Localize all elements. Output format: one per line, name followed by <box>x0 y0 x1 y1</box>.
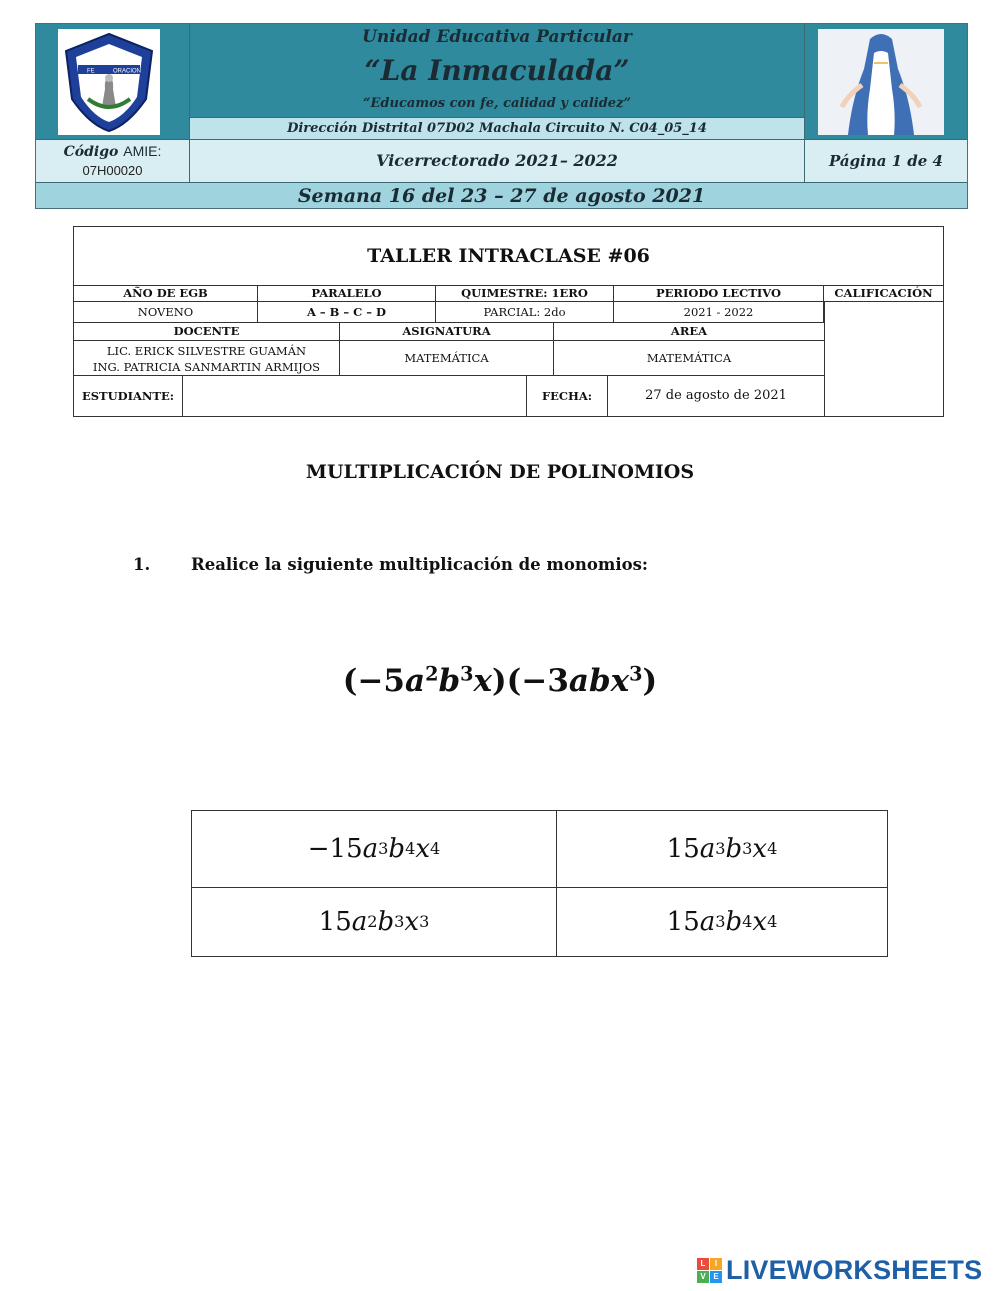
factor1-var-x: x <box>473 663 493 699</box>
photo-cell <box>804 24 967 139</box>
question-number: 1. <box>133 555 151 574</box>
title-cell <box>190 24 804 117</box>
option-2-var-a: a <box>699 834 716 864</box>
crest-text-right: ORACION <box>113 68 142 75</box>
crest-text-left: FE <box>87 68 95 75</box>
liveworksheets-logo-icon <box>697 1258 722 1283</box>
header-grade: CALIFICACIÓN <box>824 286 943 302</box>
vicerrectorado: Vicerrectorado 2021– 2022 <box>190 139 804 182</box>
option-1-var-x: x <box>415 834 430 864</box>
option-2-coef: 15 <box>666 834 700 864</box>
logo-letter-l: L <box>697 1258 709 1270</box>
option-3-var-b: b <box>377 907 395 937</box>
option-2-var-b: b <box>725 834 743 864</box>
liveworksheets-text: LIVEWORKSHEETS <box>726 1254 983 1285</box>
answer-option-1[interactable]: −15 a 3 b 4 x 4 <box>192 811 557 888</box>
option-1-var-a: a <box>362 834 379 864</box>
option-4-var-b: b <box>725 907 743 937</box>
header-period: PERIODO LECTIVO <box>614 286 824 302</box>
factor1-var-a: a <box>405 663 426 699</box>
answer-option-3[interactable]: 15 a 2 b 3 x 3 <box>192 888 557 956</box>
value-area: MATEMÁTICA <box>554 341 824 376</box>
amie-code: 07H00020 <box>82 163 143 178</box>
worksheet-title: TALLER INTRACLASE #06 <box>74 227 943 286</box>
amie-label <box>36 143 189 160</box>
amie-label-script: Código <box>63 144 119 160</box>
label-date: FECHA: <box>527 376 608 416</box>
logo-letter-i: I <box>710 1258 722 1270</box>
answer-option-4[interactable]: 15 a 3 b 4 x 4 <box>666 907 778 937</box>
student-input[interactable] <box>183 376 527 416</box>
answer-options <box>191 810 888 957</box>
option-4-coef: 15 <box>666 907 700 937</box>
grade-input[interactable] <box>824 302 943 416</box>
header-area: AREA <box>554 323 824 341</box>
info-table <box>73 226 944 417</box>
math-expression: $(-5a^2b^3x)(-3abx^3)$ <box>342 662 658 699</box>
teacher-2: ING. PATRICIA SANMARTIN ARMIJOS <box>92 360 321 374</box>
virgin-mary-icon <box>818 29 944 135</box>
option-1-var-b: b <box>388 834 406 864</box>
factor1-var-b: b <box>438 663 461 699</box>
factor2-coef: −3 <box>521 663 569 699</box>
logo-letter-v: V <box>697 1271 709 1283</box>
factor1-exp-b: 3 <box>460 662 474 686</box>
answer-option-2[interactable]: 15 a 3 b 3 x 4 <box>557 811 887 888</box>
school-short-name: “La Inmaculada” <box>364 54 630 87</box>
option-2-var-x: x <box>752 834 768 864</box>
header-term: QUIMESTRE: 1ERO <box>436 286 614 302</box>
option-3-var-a: a <box>351 907 368 937</box>
label-student: ESTUDIANTE: <box>74 376 183 416</box>
question-text: Realice la siguiente multiplicación de monomios: <box>191 555 648 574</box>
value-partial: PARCIAL: 2do <box>436 302 614 323</box>
week-banner: Semana 16 del 23 – 27 de agosto 2021 <box>36 182 967 208</box>
logo-cell <box>36 24 190 139</box>
district-line: Dirección Distrital 07D02 Machala Circuito N. C04_05_14 <box>190 117 804 139</box>
factor2-exp: 3 <box>629 662 643 686</box>
header-subject: ASIGNATURA <box>340 323 554 341</box>
amie-cell <box>36 139 190 182</box>
value-subject: MATEMÁTICA <box>340 341 554 376</box>
liveworksheets-brand[interactable] <box>697 1255 982 1285</box>
header-year: AÑO DE EGB <box>74 286 258 302</box>
value-date: 27 de agosto de 2021 <box>645 388 787 403</box>
virgin-image <box>818 29 944 135</box>
amie-label-plain: AMIE: <box>123 143 162 159</box>
option-4-var-x: x <box>752 907 768 937</box>
header-parallel: PARALELO <box>258 286 436 302</box>
value-year: NOVENO <box>74 302 258 323</box>
factor1-coef: −5 <box>357 663 405 699</box>
value-teachers <box>74 341 340 376</box>
value-period: 2021 - 2022 <box>614 302 824 323</box>
school-crest-icon <box>58 29 160 135</box>
section-title: MULTIPLICACIÓN DE POLINOMIOS <box>305 461 695 483</box>
page-indicator: Página 1 de 4 <box>804 139 967 182</box>
school-logo <box>58 29 160 135</box>
option-4-var-a: a <box>699 907 716 937</box>
value-parallel: A – B – C – D <box>258 302 436 323</box>
school-name: Unidad Educativa Particular <box>362 27 632 47</box>
header-teacher: DOCENTE <box>74 323 340 341</box>
school-header <box>35 23 968 209</box>
option-3-coef: 15 <box>318 907 352 937</box>
factor1-exp-a: 2 <box>425 662 439 686</box>
factor2-vars: abx <box>568 663 630 699</box>
logo-letter-e: E <box>710 1271 722 1283</box>
school-motto: “Educamos con fe, calidad y calidez” <box>363 96 631 111</box>
option-1-coef: −15 <box>307 834 363 864</box>
option-3-var-x: x <box>404 907 420 937</box>
teacher-1: LIC. ERICK SILVESTRE GUAMÁN <box>106 344 307 358</box>
